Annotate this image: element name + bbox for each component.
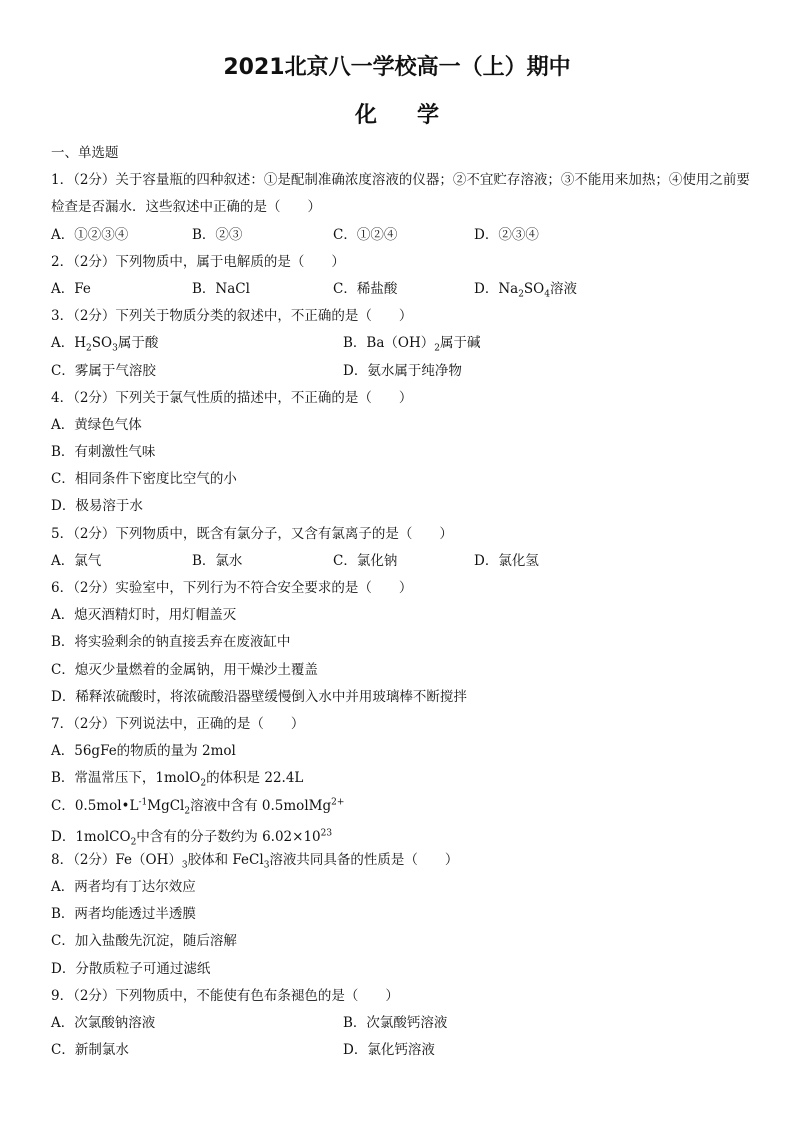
- question-4-option-c: C．相同条件下密度比空气的小: [51, 471, 237, 488]
- question-2-option-b: B．NaCl: [192, 280, 250, 297]
- question-9-option-b: B．次氯酸钙溶液: [343, 1015, 448, 1032]
- question-1-option-a: A．①②③④: [51, 226, 129, 243]
- question-8-stem: 8．（2分）$Fe(OH)_3$胶体和 FeCl$_3$溶液共同具备的性质是（ ）: [51, 851, 459, 871]
- question-8-option-d: D．分散质粒子可通过滤纸: [51, 960, 211, 977]
- question-9-stem: 9．（2分）下列物质中，不能使有色布条褪色的是（ ）: [51, 987, 399, 1004]
- question-5-option-a: A．氯气: [51, 552, 102, 569]
- question-5-option-b: B．氯水: [192, 552, 243, 569]
- question-7-option-b: B．常温常压下，1molO$_2$的体积是 22.4L: [51, 770, 304, 790]
- question-7-option-c: C．$0.5mol•L^{-1}MgCl_2$溶液中含有 0.5molMg$^{2+}$: [51, 797, 345, 817]
- question-9-option-c: C．新制氯水: [51, 1042, 129, 1059]
- question-3-option-c: C．雾属于气溶胶: [51, 362, 156, 379]
- question-4-option-b: B．有刺激性气味: [51, 444, 156, 461]
- question-6-option-c: C．熄灭少量燃着的金属钠，用干燥沙土覆盖: [51, 661, 318, 678]
- section-heading: 一、单选题: [51, 145, 119, 161]
- question-2-option-a: A．Fe: [51, 280, 91, 297]
- question-7-stem: 7．（2分）下列说法中，正确的是（ ）: [51, 715, 305, 732]
- question-9-option-a: A．次氯酸钠溶液: [51, 1015, 156, 1032]
- question-6-option-b: B．将实验剩余的钠直接丢弃在废液缸中: [51, 634, 291, 651]
- question-1-option-c: C．①②④: [333, 226, 398, 243]
- question-4-option-d: D．极易溶于水: [51, 498, 143, 515]
- question-1-stem: 1．（2分）关于容量瓶的四种叙述：①是配制准确浓度溶液的仪器；②不宜贮存溶液；③不能用来加热；④使用之前要检查是否漏水．这些叙述中正确的是（ ）: [51, 172, 750, 216]
- question-6-option-a: A．熄灭酒精灯时，用灯帽盖灭: [51, 607, 237, 624]
- question-6-stem: 6．（2分）实验室中，下列行为不符合安全要求的是（ ）: [51, 580, 413, 597]
- question-9-options-cd: [51, 1037, 756, 1064]
- question-2-option-d: D．$Na_2SO_4$溶液: [474, 280, 577, 300]
- subject-title: 化学: [354, 103, 479, 128]
- question-9-option-d: D．氯化钙溶液: [343, 1042, 435, 1059]
- question-9-options-ab: [51, 1010, 756, 1037]
- question-2-options: [51, 276, 756, 303]
- exam-content: [51, 140, 756, 1064]
- question-3-options-cd: [51, 358, 756, 385]
- question-2-stem: 2．（2分）下列物质中，属于电解质的是（ ）: [51, 253, 345, 270]
- exam-title: 2021北京八一学校高一（上）期中: [223, 55, 571, 80]
- question-5-option-c: C．氯化钠: [333, 552, 398, 569]
- question-4-stem: 4．（2分）下列关于氯气性质的描述中，不正确的是（ ）: [51, 389, 413, 406]
- question-1-option-d: D．②③④: [474, 226, 539, 243]
- question-3-stem: 3．（2分）下列关于物质分类的叙述中，不正确的是（ ）: [51, 308, 413, 325]
- question-3-option-a: A．$H_2SO_3$属于酸: [51, 335, 159, 355]
- question-8-option-c: C．加入盐酸先沉淀，随后溶解: [51, 933, 237, 950]
- question-5-option-d: D．氯化氢: [474, 552, 539, 569]
- question-3-option-d: D．氨水属于纯净物: [343, 362, 462, 379]
- question-8-option-b: B．两者均能透过半透膜: [51, 906, 196, 923]
- question-1-options: [51, 222, 756, 249]
- question-5-stem: 5．（2分）下列物质中，既含有氯分子，又含有氯离子的是（ ）: [51, 525, 453, 542]
- question-8-option-a: A．两者均有丁达尔效应: [51, 879, 196, 896]
- question-5-options: [51, 548, 756, 575]
- question-1-option-b: B．②③: [192, 226, 243, 243]
- question-3-options-ab: [51, 330, 756, 357]
- question-7-option-a: A．56gFe的物质的量为 2mol: [51, 743, 236, 760]
- question-3-option-b: B．$Ba(OH)_2$属于碱: [343, 335, 481, 355]
- question-4-option-a: A．黄绿色气体: [51, 416, 142, 433]
- question-6-option-d: D．稀释浓硫酸时，将浓硫酸沿器壁缓慢倒入水中并用玻璃棒不断搅拌: [51, 688, 467, 705]
- question-2-option-c: C．稀盐酸: [333, 280, 398, 297]
- question-7-option-d: D．1molCO$_2$中含有的分子数约为 $6.02\times 10^{23}$: [51, 828, 333, 848]
